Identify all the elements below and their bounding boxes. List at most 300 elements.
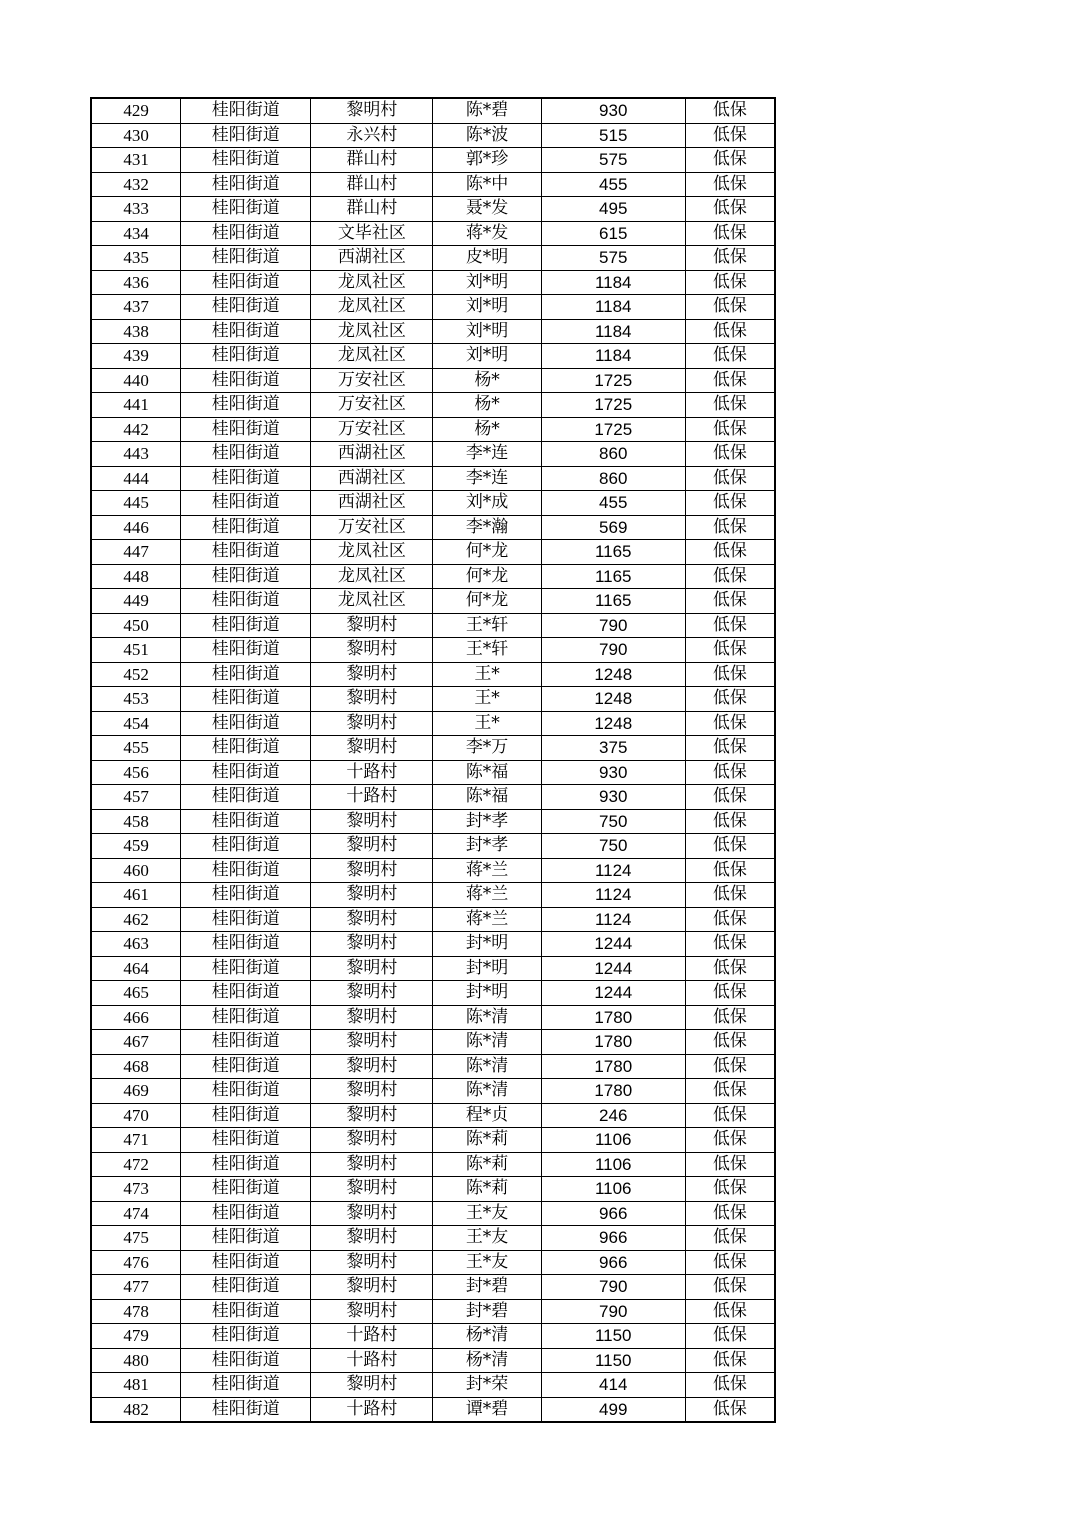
person-name-cell: 封*碧 (433, 1275, 541, 1300)
row-number-cell: 439 (91, 344, 181, 369)
table-row (91, 1226, 775, 1251)
table-row (91, 809, 775, 834)
assistance-type-cell: 低保 (685, 540, 775, 565)
assistance-type-cell: 低保 (685, 98, 775, 123)
amount-cell: 1244 (541, 956, 685, 981)
street-cell: 桂阳街道 (181, 687, 311, 712)
village-cell: 西湖社区 (311, 246, 433, 271)
amount-cell: 1106 (541, 1152, 685, 1177)
assistance-type-cell: 低保 (685, 1397, 775, 1422)
person-name-cell: 封*明 (433, 981, 541, 1006)
amount-cell: 1248 (541, 687, 685, 712)
assistance-type-cell: 低保 (685, 760, 775, 785)
table-row (91, 883, 775, 908)
person-name-cell: 陈*清 (433, 1054, 541, 1079)
assistance-type-cell: 低保 (685, 1299, 775, 1324)
row-number-cell: 441 (91, 393, 181, 418)
table-row (91, 711, 775, 736)
row-number-cell: 442 (91, 417, 181, 442)
table-row (91, 1103, 775, 1128)
village-cell: 十路村 (311, 785, 433, 810)
street-cell: 桂阳街道 (181, 638, 311, 663)
assistance-type-cell: 低保 (685, 907, 775, 932)
assistance-type-cell: 低保 (685, 1128, 775, 1153)
table-row (91, 956, 775, 981)
person-name-cell: 何*龙 (433, 564, 541, 589)
street-cell: 桂阳街道 (181, 981, 311, 1006)
amount-cell: 1124 (541, 883, 685, 908)
amount-cell: 1124 (541, 858, 685, 883)
amount-cell: 1184 (541, 270, 685, 295)
amount-cell: 1150 (541, 1348, 685, 1373)
street-cell: 桂阳街道 (181, 1128, 311, 1153)
amount-cell: 569 (541, 515, 685, 540)
street-cell: 桂阳街道 (181, 319, 311, 344)
amount-cell: 966 (541, 1250, 685, 1275)
amount-cell: 499 (541, 1397, 685, 1422)
assistance-type-cell: 低保 (685, 785, 775, 810)
amount-cell: 1248 (541, 662, 685, 687)
table-row (91, 1128, 775, 1153)
village-cell: 万安社区 (311, 368, 433, 393)
assistance-type-cell: 低保 (685, 1079, 775, 1104)
amount-cell: 966 (541, 1226, 685, 1251)
table-row (91, 466, 775, 491)
street-cell: 桂阳街道 (181, 907, 311, 932)
street-cell: 桂阳街道 (181, 442, 311, 467)
table-row (91, 981, 775, 1006)
village-cell: 黎明村 (311, 1152, 433, 1177)
person-name-cell: 陈*莉 (433, 1128, 541, 1153)
person-name-cell: 李*万 (433, 736, 541, 761)
amount-cell: 930 (541, 785, 685, 810)
person-name-cell: 杨*清 (433, 1324, 541, 1349)
row-number-cell: 437 (91, 295, 181, 320)
person-name-cell: 王*轩 (433, 613, 541, 638)
row-number-cell: 430 (91, 123, 181, 148)
amount-cell: 750 (541, 809, 685, 834)
person-name-cell: 何*龙 (433, 589, 541, 614)
row-number-cell: 476 (91, 1250, 181, 1275)
person-name-cell: 陈*波 (433, 123, 541, 148)
row-number-cell: 456 (91, 760, 181, 785)
row-number-cell: 446 (91, 515, 181, 540)
amount-cell: 1124 (541, 907, 685, 932)
street-cell: 桂阳街道 (181, 1324, 311, 1349)
person-name-cell: 谭*碧 (433, 1397, 541, 1422)
village-cell: 群山村 (311, 172, 433, 197)
assistance-type-cell: 低保 (685, 1177, 775, 1202)
village-cell: 黎明村 (311, 907, 433, 932)
assistance-type-cell: 低保 (685, 687, 775, 712)
assistance-type-cell: 低保 (685, 1373, 775, 1398)
village-cell: 文毕社区 (311, 221, 433, 246)
assistance-type-cell: 低保 (685, 1152, 775, 1177)
row-number-cell: 433 (91, 197, 181, 222)
assistance-type-cell: 低保 (685, 442, 775, 467)
street-cell: 桂阳街道 (181, 1250, 311, 1275)
street-cell: 桂阳街道 (181, 834, 311, 859)
row-number-cell: 466 (91, 1005, 181, 1030)
street-cell: 桂阳街道 (181, 172, 311, 197)
assistance-type-cell: 低保 (685, 858, 775, 883)
table-row (91, 319, 775, 344)
assistance-type-cell: 低保 (685, 662, 775, 687)
village-cell: 群山村 (311, 197, 433, 222)
street-cell: 桂阳街道 (181, 295, 311, 320)
village-cell: 黎明村 (311, 98, 433, 123)
person-name-cell: 封*明 (433, 932, 541, 957)
village-cell: 黎明村 (311, 1103, 433, 1128)
street-cell: 桂阳街道 (181, 491, 311, 516)
amount-cell: 1244 (541, 932, 685, 957)
amount-cell: 1106 (541, 1128, 685, 1153)
assistance-type-cell: 低保 (685, 1226, 775, 1251)
street-cell: 桂阳街道 (181, 368, 311, 393)
assistance-type-cell: 低保 (685, 123, 775, 148)
table-row (91, 687, 775, 712)
table-row (91, 1299, 775, 1324)
village-cell: 龙凤社区 (311, 540, 433, 565)
village-cell: 龙凤社区 (311, 295, 433, 320)
street-cell: 桂阳街道 (181, 1348, 311, 1373)
street-cell: 桂阳街道 (181, 417, 311, 442)
assistance-type-cell: 低保 (685, 1201, 775, 1226)
assistance-type-cell: 低保 (685, 491, 775, 516)
village-cell: 黎明村 (311, 1177, 433, 1202)
amount-cell: 575 (541, 246, 685, 271)
person-name-cell: 杨*清 (433, 1348, 541, 1373)
street-cell: 桂阳街道 (181, 1226, 311, 1251)
street-cell: 桂阳街道 (181, 858, 311, 883)
street-cell: 桂阳街道 (181, 736, 311, 761)
table-row (91, 515, 775, 540)
person-name-cell: 陈*清 (433, 1079, 541, 1104)
street-cell: 桂阳街道 (181, 1275, 311, 1300)
village-cell: 黎明村 (311, 613, 433, 638)
row-number-cell: 477 (91, 1275, 181, 1300)
street-cell: 桂阳街道 (181, 785, 311, 810)
amount-cell: 930 (541, 98, 685, 123)
table-row (91, 1275, 775, 1300)
assistance-type-cell: 低保 (685, 393, 775, 418)
village-cell: 黎明村 (311, 1299, 433, 1324)
village-cell: 黎明村 (311, 687, 433, 712)
row-number-cell: 449 (91, 589, 181, 614)
person-name-cell: 王* (433, 662, 541, 687)
row-number-cell: 479 (91, 1324, 181, 1349)
village-cell: 龙凤社区 (311, 319, 433, 344)
village-cell: 黎明村 (311, 638, 433, 663)
row-number-cell: 471 (91, 1128, 181, 1153)
amount-cell: 1150 (541, 1324, 685, 1349)
village-cell: 黎明村 (311, 662, 433, 687)
table-row (91, 907, 775, 932)
village-cell: 永兴村 (311, 123, 433, 148)
assistance-type-cell: 低保 (685, 1348, 775, 1373)
person-name-cell: 刘*明 (433, 344, 541, 369)
person-name-cell: 聂*发 (433, 197, 541, 222)
person-name-cell: 王* (433, 687, 541, 712)
village-cell: 黎明村 (311, 1005, 433, 1030)
assistance-type-cell: 低保 (685, 319, 775, 344)
village-cell: 黎明村 (311, 1030, 433, 1055)
table-row (91, 858, 775, 883)
amount-cell: 1780 (541, 1054, 685, 1079)
row-number-cell: 461 (91, 883, 181, 908)
person-name-cell: 封*碧 (433, 1299, 541, 1324)
amount-cell: 615 (541, 221, 685, 246)
person-name-cell: 封*孝 (433, 834, 541, 859)
person-name-cell: 陈*中 (433, 172, 541, 197)
table-row (91, 1030, 775, 1055)
table-row (91, 491, 775, 516)
person-name-cell: 陈*清 (433, 1005, 541, 1030)
assistance-type-cell: 低保 (685, 564, 775, 589)
person-name-cell: 蒋*兰 (433, 858, 541, 883)
row-number-cell: 457 (91, 785, 181, 810)
table-row (91, 834, 775, 859)
amount-cell: 860 (541, 442, 685, 467)
row-number-cell: 436 (91, 270, 181, 295)
village-cell: 西湖社区 (311, 491, 433, 516)
table-row (91, 736, 775, 761)
person-name-cell: 陈*莉 (433, 1152, 541, 1177)
amount-cell: 930 (541, 760, 685, 785)
table-row (91, 932, 775, 957)
assistance-type-cell: 低保 (685, 1054, 775, 1079)
amount-cell: 1184 (541, 344, 685, 369)
table-row (91, 785, 775, 810)
village-cell: 西湖社区 (311, 466, 433, 491)
village-cell: 黎明村 (311, 981, 433, 1006)
assistance-type-cell: 低保 (685, 711, 775, 736)
table-row (91, 98, 775, 123)
assistance-type-cell: 低保 (685, 246, 775, 271)
person-name-cell: 陈*清 (433, 1030, 541, 1055)
village-cell: 黎明村 (311, 932, 433, 957)
street-cell: 桂阳街道 (181, 932, 311, 957)
table-row (91, 1201, 775, 1226)
table-row (91, 246, 775, 271)
row-number-cell: 463 (91, 932, 181, 957)
table-row (91, 148, 775, 173)
street-cell: 桂阳街道 (181, 1079, 311, 1104)
street-cell: 桂阳街道 (181, 1030, 311, 1055)
row-number-cell: 434 (91, 221, 181, 246)
assistance-type-cell: 低保 (685, 417, 775, 442)
row-number-cell: 472 (91, 1152, 181, 1177)
village-cell: 黎明村 (311, 1054, 433, 1079)
table-row (91, 172, 775, 197)
person-name-cell: 陈*莉 (433, 1177, 541, 1202)
assistance-type-cell: 低保 (685, 197, 775, 222)
amount-cell: 1780 (541, 1079, 685, 1104)
amount-cell: 1725 (541, 393, 685, 418)
village-cell: 群山村 (311, 148, 433, 173)
amount-cell: 1780 (541, 1030, 685, 1055)
street-cell: 桂阳街道 (181, 711, 311, 736)
village-cell: 万安社区 (311, 393, 433, 418)
row-number-cell: 470 (91, 1103, 181, 1128)
table-row (91, 1079, 775, 1104)
assistance-type-cell: 低保 (685, 172, 775, 197)
amount-cell: 1780 (541, 1005, 685, 1030)
row-number-cell: 452 (91, 662, 181, 687)
assistance-type-cell: 低保 (685, 148, 775, 173)
table-row (91, 1152, 775, 1177)
street-cell: 桂阳街道 (181, 1201, 311, 1226)
amount-cell: 455 (541, 491, 685, 516)
row-number-cell: 469 (91, 1079, 181, 1104)
row-number-cell: 475 (91, 1226, 181, 1251)
village-cell: 黎明村 (311, 1079, 433, 1104)
amount-cell: 375 (541, 736, 685, 761)
table-row (91, 197, 775, 222)
assistance-type-cell: 低保 (685, 638, 775, 663)
person-name-cell: 王*友 (433, 1201, 541, 1226)
street-cell: 桂阳街道 (181, 1054, 311, 1079)
row-number-cell: 444 (91, 466, 181, 491)
person-name-cell: 杨* (433, 368, 541, 393)
table-row (91, 221, 775, 246)
person-name-cell: 李*连 (433, 442, 541, 467)
amount-cell: 1725 (541, 417, 685, 442)
row-number-cell: 450 (91, 613, 181, 638)
table-row (91, 638, 775, 663)
row-number-cell: 454 (91, 711, 181, 736)
table-row (91, 1397, 775, 1422)
assistance-type-cell: 低保 (685, 1324, 775, 1349)
street-cell: 桂阳街道 (181, 883, 311, 908)
street-cell: 桂阳街道 (181, 1299, 311, 1324)
person-name-cell: 封*孝 (433, 809, 541, 834)
amount-cell: 246 (541, 1103, 685, 1128)
table-row (91, 417, 775, 442)
amount-cell: 1184 (541, 319, 685, 344)
row-number-cell: 474 (91, 1201, 181, 1226)
street-cell: 桂阳街道 (181, 1397, 311, 1422)
street-cell: 桂阳街道 (181, 246, 311, 271)
assistance-type-cell: 低保 (685, 344, 775, 369)
table-row (91, 1373, 775, 1398)
amount-cell: 1244 (541, 981, 685, 1006)
amount-cell: 495 (541, 197, 685, 222)
assistance-type-cell: 低保 (685, 221, 775, 246)
village-cell: 黎明村 (311, 834, 433, 859)
street-cell: 桂阳街道 (181, 1177, 311, 1202)
assistance-type-cell: 低保 (685, 589, 775, 614)
street-cell: 桂阳街道 (181, 564, 311, 589)
person-name-cell: 杨* (433, 393, 541, 418)
row-number-cell: 453 (91, 687, 181, 712)
village-cell: 黎明村 (311, 1275, 433, 1300)
table-row (91, 1177, 775, 1202)
row-number-cell: 482 (91, 1397, 181, 1422)
street-cell: 桂阳街道 (181, 197, 311, 222)
village-cell: 黎明村 (311, 1250, 433, 1275)
assistance-type-cell: 低保 (685, 809, 775, 834)
village-cell: 黎明村 (311, 1201, 433, 1226)
person-name-cell: 刘*明 (433, 319, 541, 344)
person-name-cell: 李*连 (433, 466, 541, 491)
village-cell: 黎明村 (311, 1128, 433, 1153)
row-number-cell: 467 (91, 1030, 181, 1055)
table-row (91, 368, 775, 393)
assistance-type-cell: 低保 (685, 883, 775, 908)
table-row (91, 662, 775, 687)
assistance-type-cell: 低保 (685, 1103, 775, 1128)
row-number-cell: 465 (91, 981, 181, 1006)
person-name-cell: 刘*成 (433, 491, 541, 516)
amount-cell: 1725 (541, 368, 685, 393)
assistance-type-cell: 低保 (685, 1005, 775, 1030)
table-row (91, 1250, 775, 1275)
person-name-cell: 李*瀚 (433, 515, 541, 540)
row-number-cell: 478 (91, 1299, 181, 1324)
row-number-cell: 480 (91, 1348, 181, 1373)
amount-cell: 455 (541, 172, 685, 197)
street-cell: 桂阳街道 (181, 98, 311, 123)
row-number-cell: 432 (91, 172, 181, 197)
person-name-cell: 蒋*兰 (433, 883, 541, 908)
person-name-cell: 皮*明 (433, 246, 541, 271)
street-cell: 桂阳街道 (181, 589, 311, 614)
amount-cell: 966 (541, 1201, 685, 1226)
street-cell: 桂阳街道 (181, 344, 311, 369)
amount-cell: 515 (541, 123, 685, 148)
row-number-cell: 460 (91, 858, 181, 883)
street-cell: 桂阳街道 (181, 148, 311, 173)
table-row (91, 270, 775, 295)
amount-cell: 1184 (541, 295, 685, 320)
table-row (91, 589, 775, 614)
table-row (91, 1348, 775, 1373)
table-row (91, 1324, 775, 1349)
street-cell: 桂阳街道 (181, 760, 311, 785)
assistance-type-cell: 低保 (685, 466, 775, 491)
person-name-cell: 何*龙 (433, 540, 541, 565)
person-name-cell: 郭*珍 (433, 148, 541, 173)
row-number-cell: 431 (91, 148, 181, 173)
village-cell: 黎明村 (311, 1373, 433, 1398)
row-number-cell: 462 (91, 907, 181, 932)
assistance-type-cell: 低保 (685, 1275, 775, 1300)
amount-cell: 414 (541, 1373, 685, 1398)
table-row (91, 123, 775, 148)
table-row (91, 1054, 775, 1079)
table-row (91, 295, 775, 320)
amount-cell: 1165 (541, 589, 685, 614)
village-cell: 黎明村 (311, 883, 433, 908)
row-number-cell: 455 (91, 736, 181, 761)
street-cell: 桂阳街道 (181, 221, 311, 246)
person-name-cell: 王*轩 (433, 638, 541, 663)
amount-cell: 750 (541, 834, 685, 859)
table-row (91, 540, 775, 565)
person-name-cell: 刘*明 (433, 295, 541, 320)
assistance-type-cell: 低保 (685, 613, 775, 638)
table-row (91, 760, 775, 785)
person-name-cell: 王*友 (433, 1250, 541, 1275)
village-cell: 十路村 (311, 760, 433, 785)
village-cell: 万安社区 (311, 417, 433, 442)
street-cell: 桂阳街道 (181, 662, 311, 687)
person-name-cell: 王*友 (433, 1226, 541, 1251)
row-number-cell: 438 (91, 319, 181, 344)
roster-table (90, 97, 776, 1423)
person-name-cell: 蒋*发 (433, 221, 541, 246)
